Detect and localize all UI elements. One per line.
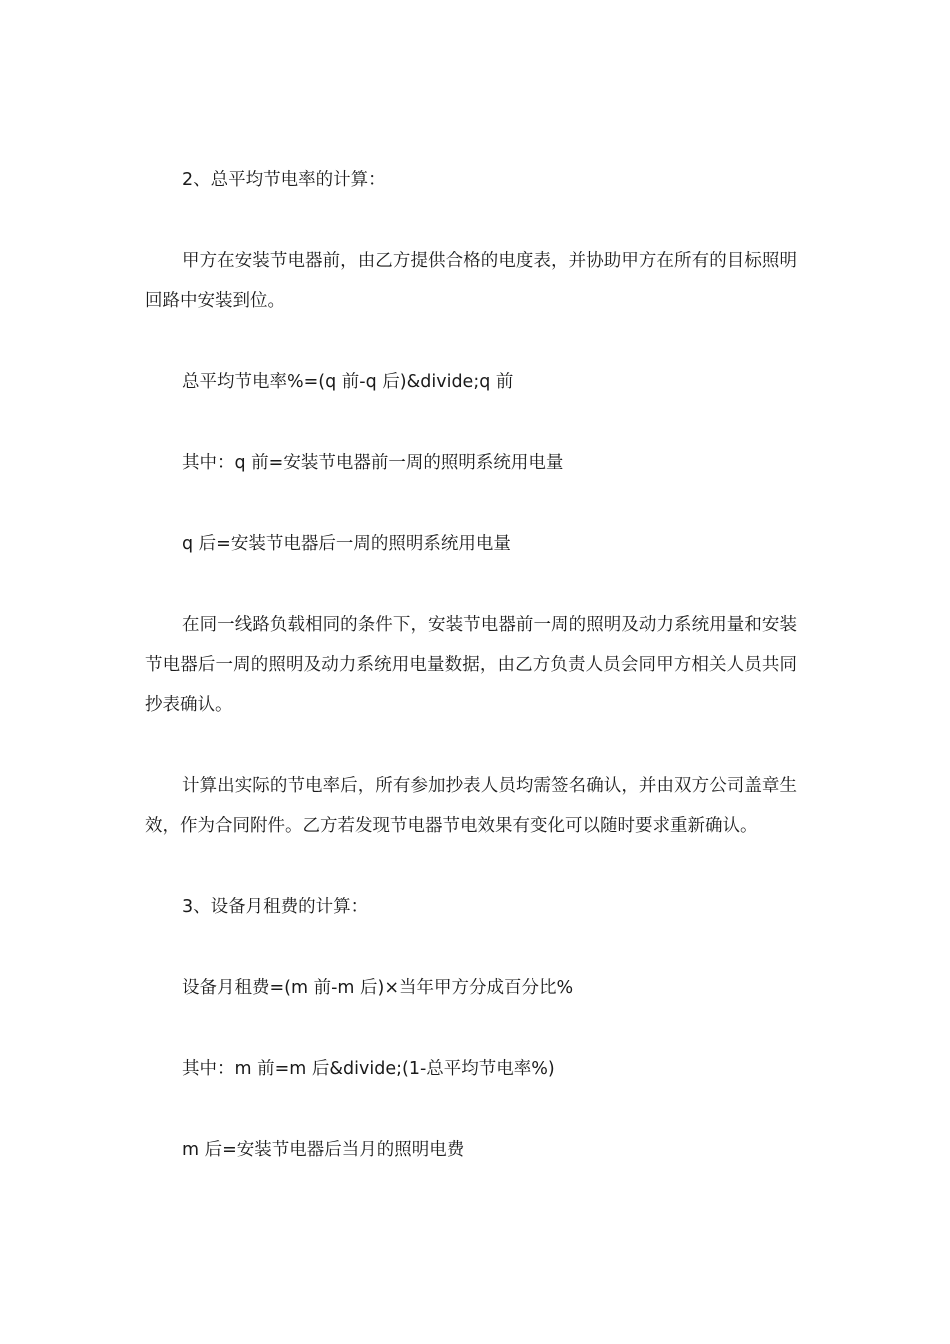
paragraph-meter-installation: 甲方在安装节电器前，由乙方提供合格的电度表，并协助甲方在所有的目标照明回路中安装到位。 — [145, 251, 797, 311]
definition-q-after: q 后=安装节电器后一周的照明系统用电量 — [182, 534, 511, 554]
document-body — [145, 160, 797, 1211]
formula-monthly-rent: 设备月租费=(m 前-m 后)×当年甲方分成百分比% — [182, 978, 574, 998]
definition-m-after: m 后=安装节电器后当月的照明电费 — [182, 1140, 465, 1160]
definition-q-before: 其中：q 前=安装节电器前一周的照明系统用电量 — [182, 453, 564, 473]
paragraph-confirmation: 计算出实际的节电率后，所有参加抄表人员均需签名确认，并由双方公司盖章生效，作为合同附件。乙方若发现节电器节电效果有变化可以随时要求重新确认。 — [145, 776, 797, 836]
formula-average-saving-rate: 总平均节电率%=(q 前-q 后)&divide;q 前 — [182, 372, 514, 392]
section-heading-3: 3、设备月租费的计算： — [182, 897, 369, 917]
paragraph-meter-reading: 在同一线路负载相同的条件下，安装节电器前一周的照明及动力系统用量和安装节电器后一周的照明及动力系统用电量数据，由乙方负责人员会同甲方相关人员共同抄表确认。 — [145, 615, 797, 715]
section-heading-2: 2、总平均节电率的计算： — [182, 170, 386, 190]
definition-m-before: 其中：m 前=m 后&divide;(1-总平均节电率%) — [182, 1059, 555, 1079]
